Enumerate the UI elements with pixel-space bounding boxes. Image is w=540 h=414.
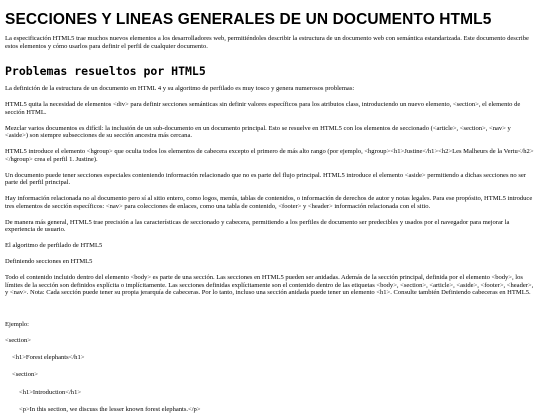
code-line: <section> [12, 371, 38, 379]
paragraph: De manera más general, HTML5 trae precisión a las características de seccionado y cabecera, permitiendo a los perfiles de documento ser predecibles y usados por el navegador para mejorar la experiencia de usuario. [5, 218, 510, 234]
paragraph: Hay información relacionada no al documento pero sí al sitio entero, como logos, menús, tablas de contenidos, o información de derechos de autor y notas legales. Para ese propósito, HTML5 introduce tres elementos de sección específicos: <nav> para colecciones de enlaces, como una tabla de contenido, <footer> y <header> información relacionada con el sitio. [5, 195, 533, 210]
example-label: Ejemplo: [5, 321, 30, 328]
paragraph: Un documento puede tener secciones especiales conteniendo información relacionado que no es parte del flujo principal. HTML5 introduce el elemento <aside> permitiendo a dichas secciones no ser parte del perfil principal. [5, 171, 526, 187]
paragraph: HTML5 introduce el elemento <hgroup> que oculta todos los elementos de cabecera excepto el primero de más alto rango (por ejemplo, <hgroup><h1>Justine</h1><h2>Les Malheurs de la Vertu</h2></hgroup> crea el perfil 1. Justine). [5, 148, 534, 163]
spacer [5, 305, 535, 321]
paragraph: Todo el contenido incluido dentro del elemento <body> es parte de una sección. Las secciones en HTML5 pueden ser anidadas. Además de la sección principal, definida por el elemento <body>, los límites de la sección son definidos explícita o implícitamente. Las secciones definidas explícitamente son el contenido dentro de las etiquetas <body>, <section>, <article>, <aside>, <footer>, <header>, y <nav>. Nota: Cada sección puede tener su propia jerarquía de cabeceras. Por lo tanto, incluso una sección anidada puede tener un elemento <h1>. Consulte también Definiendo cabeceras en HTML5. [5, 273, 534, 297]
paragraph: HTML5 quita la necesidad de elementos <div> para definir secciones semánticas sin definir valores específicos para los atributos class, introduciendo un nuevo elemento, <section>, el elemento de sección HTML. [5, 101, 521, 116]
paragraph: Mezclar varios documentos es difícil: la inclusión de un sub-documento en un documento principal. Esto se resuelve en HTML5 con los elementos de seccionado (<article>, <section>, <nav> y <aside>) son siempre subsecciones de su sección ancestra más cercana. [5, 124, 511, 140]
section-heading: Problemas resueltos por HTML5 [5, 64, 206, 79]
subheading-algorithm: El algoritmo de perfilado de HTML5 [5, 242, 103, 250]
paragraph: La definición de la estructura de un documento en HTML 4 y su algoritmo de perfilado es muy tosco y genera numerosos problemas: [5, 85, 355, 93]
subheading-defining-sections: Definiendo secciones en HTML5 [5, 258, 93, 265]
page-title: SECCIONES Y LINEAS GENERALES DE UN DOCUMENTO HTML5 [5, 11, 492, 28]
code-line: <h1>Introduction</h1> [19, 388, 82, 396]
intro-paragraph: La especificación HTML5 trae muchos nuevos elementos a los desarrolladores web, permitiéndoles describir la estructura de un documento web con semántica estandarizada. Este documento describe estos elementos y cómo usarlos para definir el perfil de cualquier documento. [5, 35, 529, 50]
code-example [5, 337, 535, 414]
code-line: <section> [5, 336, 31, 344]
code-line: <h1>Forest elephants</h1> [12, 354, 85, 362]
code-line: <p>In this section, we discuss the lesser known forest elephants.</p> [19, 405, 201, 413]
